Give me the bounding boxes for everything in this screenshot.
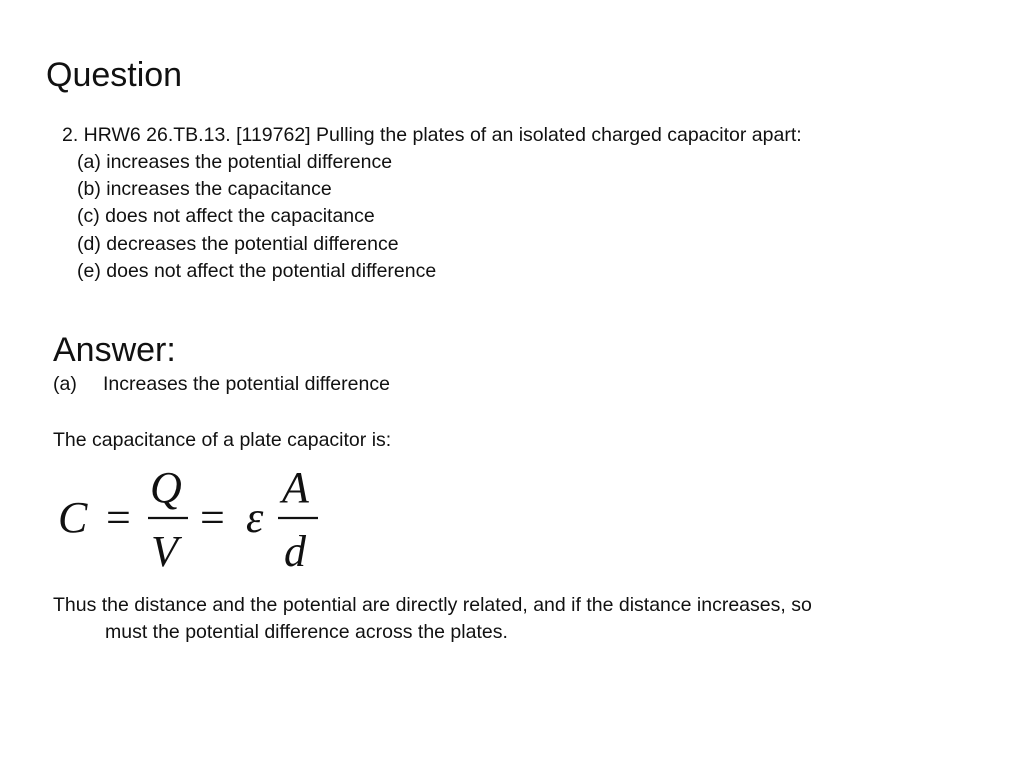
conclusion-paragraph [53, 592, 973, 646]
option-c: (c) does not affect the capacitance [77, 205, 375, 228]
equation-numerator-a: A [282, 463, 309, 512]
option-b: (b) increases the capacitance [77, 178, 332, 201]
answer-options-list [77, 151, 436, 287]
equation-denominator-v: V [151, 527, 178, 576]
option-d: (d) decreases the potential difference [77, 232, 399, 255]
equation-lhs-c: C [58, 493, 88, 542]
equation-equals-1: = [106, 493, 131, 542]
answer-heading: Answer: [53, 331, 176, 369]
equation-epsilon: ε [246, 493, 264, 542]
answer-marker: (a) [53, 373, 77, 395]
equation-equals-2: = [200, 493, 225, 542]
capacitance-intro: The capacitance of a plate capacitor is: [53, 429, 392, 451]
question-heading: Question [46, 56, 183, 94]
option-e: (e) does not affect the potential difference [77, 259, 437, 282]
equation-numerator-q: Q [150, 463, 182, 512]
answer-choice [53, 373, 390, 396]
question-stem: 2. HRW6 26.TB.13. [119762] Pulling the plates of an isolated charged capacitor apart: [62, 124, 802, 146]
conclusion-line-1: Thus the distance and the potential are directly related, and if the distance increases, so [53, 594, 812, 616]
option-a: (a) increases the potential difference [77, 151, 393, 173]
conclusion-line-2: must the potential difference across the plates. [105, 621, 508, 643]
capacitance-equation [50, 462, 340, 582]
equation-denominator-d: d [284, 527, 306, 576]
answer-text: Increases the potential difference [103, 373, 390, 395]
